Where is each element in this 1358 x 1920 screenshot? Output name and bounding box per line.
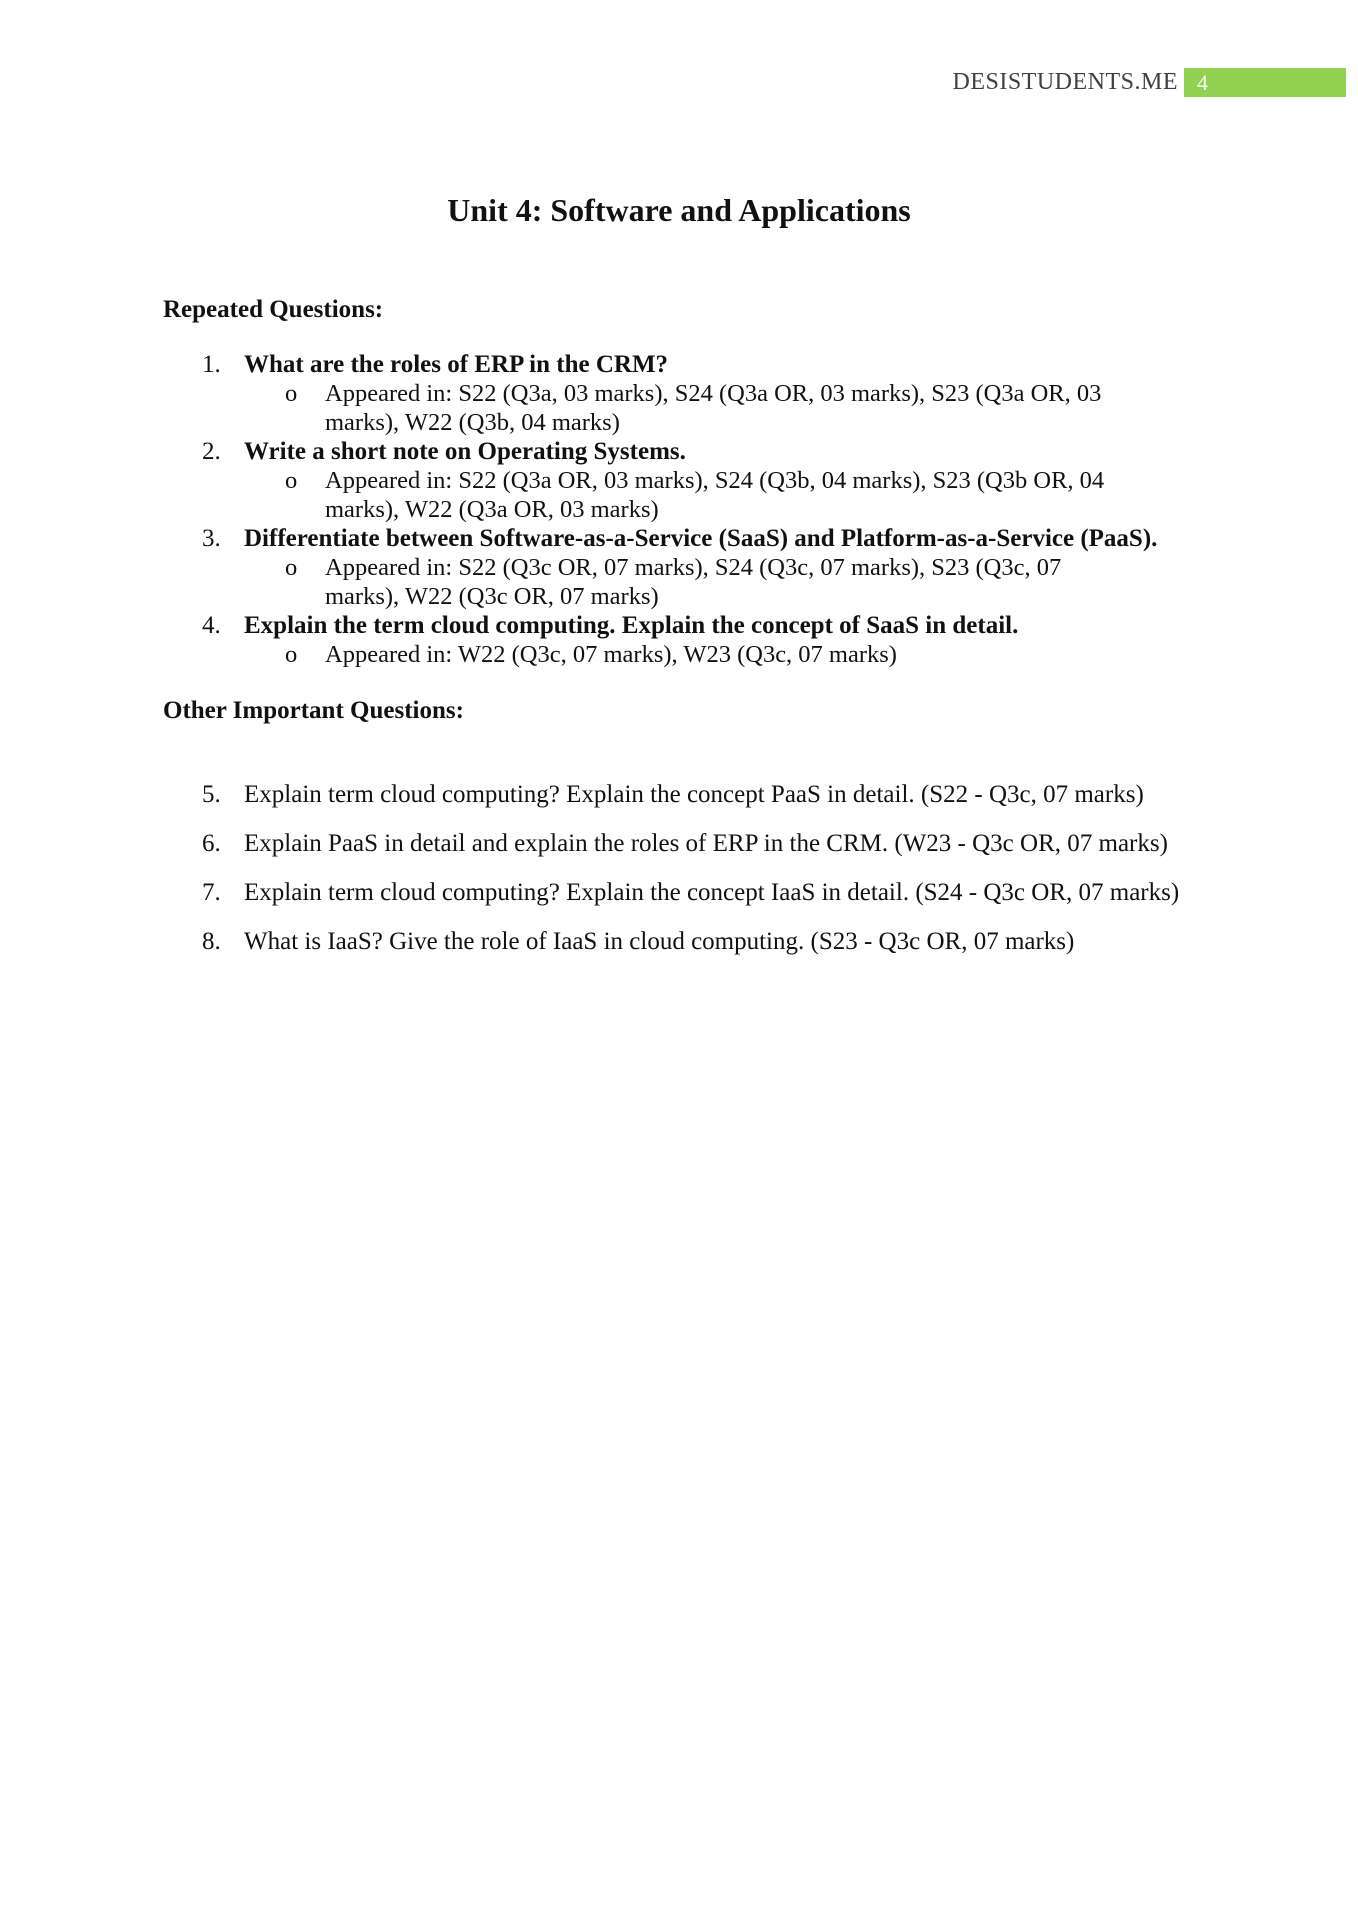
bullet-icon: o: [285, 467, 298, 494]
question-text: What is IaaS? Give the role of IaaS in cloud computing. (S23 - Q3c OR, 07 marks): [244, 928, 1075, 955]
bullet-icon: o: [285, 641, 298, 668]
question-number: 2.: [202, 438, 221, 465]
appeared-in-text: Appeared in: W22 (Q3c, 07 marks), W23 (Q3c, 07 marks): [325, 641, 897, 668]
repeated-questions-heading: Repeated Questions:: [163, 296, 384, 323]
bullet-icon: o: [285, 554, 298, 581]
list-item: [0, 878, 1358, 927]
question-row: [0, 524, 1358, 553]
list-item: [0, 350, 1358, 437]
question-text: Explain the term cloud computing. Explain the concept of SaaS in detail.: [244, 612, 1019, 639]
appeared-in-row: [0, 379, 1358, 437]
question-text: Explain PaaS in detail and explain the roles of ERP in the CRM. (W23 - Q3c OR, 07 marks): [244, 830, 1168, 857]
question-row: [0, 350, 1358, 379]
question-text: Write a short note on Operating Systems.: [244, 438, 686, 465]
list-item: [0, 927, 1358, 976]
list-item: [0, 829, 1358, 878]
list-item: [0, 611, 1358, 669]
list-item: [0, 437, 1358, 524]
other-questions-list: [0, 780, 1358, 976]
question-text: What are the roles of ERP in the CRM?: [244, 351, 669, 378]
repeated-questions-list: [0, 350, 1358, 669]
question-text: Explain term cloud computing? Explain the concept PaaS in detail. (S22 - Q3c, 07 marks): [244, 781, 1144, 808]
question-number: 1.: [202, 351, 221, 378]
appeared-in-text: Appeared in: S22 (Q3c OR, 07 marks), S24 (Q3c, 07 marks), S23 (Q3c, 07 marks), W22 (Q3c OR, 07 marks): [325, 554, 1062, 610]
question-row: [0, 611, 1358, 640]
appeared-in-row: [0, 553, 1358, 611]
header-site-name: DESISTUDENTS.ME: [952, 69, 1178, 95]
question-text: Explain term cloud computing? Explain the concept IaaS in detail. (S24 - Q3c OR, 07 marks): [244, 879, 1180, 906]
page-title: Unit 4: Software and Applications: [447, 192, 911, 228]
other-questions-heading: Other Important Questions:: [163, 697, 464, 724]
bullet-icon: o: [285, 380, 298, 407]
appeared-in-text: Appeared in: S22 (Q3a, 03 marks), S24 (Q3a OR, 03 marks), S23 (Q3a OR, 03 marks), W22 (Q3b, 04 marks): [325, 380, 1102, 436]
question-text: Differentiate between Software-as-a-Service (SaaS) and Platform-as-a-Service (PaaS).: [244, 525, 1158, 552]
question-number: 8.: [202, 928, 221, 955]
question-number: 5.: [202, 781, 221, 808]
question-row: [0, 437, 1358, 466]
header-page-number: 4: [1184, 68, 1346, 97]
question-number: 7.: [202, 879, 221, 906]
question-number: 4.: [202, 612, 221, 639]
list-item: [0, 780, 1358, 829]
question-number: 6.: [202, 830, 221, 857]
question-number: 3.: [202, 525, 221, 552]
list-item: [0, 524, 1358, 611]
appeared-in-row: [0, 466, 1358, 524]
appeared-in-row: [0, 640, 1358, 669]
appeared-in-text: Appeared in: S22 (Q3a OR, 03 marks), S24 (Q3b, 04 marks), S23 (Q3b OR, 04 marks), W22 (Q3a OR, 03 marks): [325, 467, 1105, 523]
